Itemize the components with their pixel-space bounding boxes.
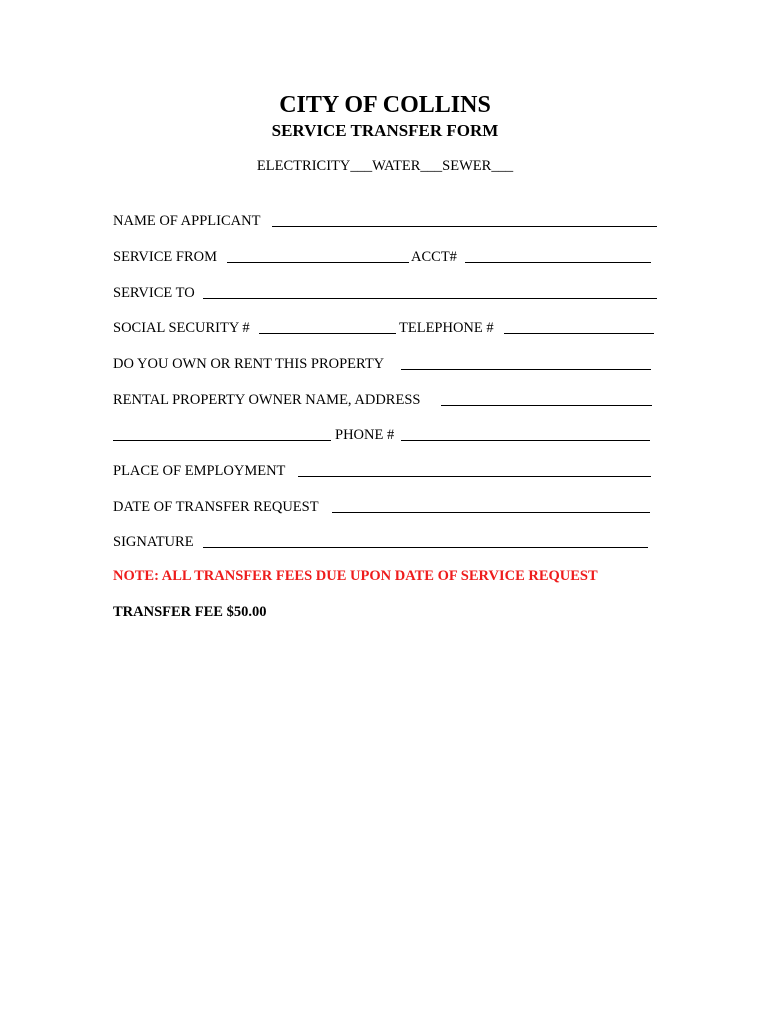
service-from-label: SERVICE FROM — [113, 249, 217, 265]
service-to-label: SERVICE TO — [113, 285, 195, 301]
acct-label: ACCT# — [411, 249, 457, 265]
social-security-label: SOCIAL SECURITY # — [113, 320, 250, 336]
date-of-transfer-field[interactable] — [332, 512, 650, 513]
form-title: CITY OF COLLINS — [279, 92, 491, 118]
signature-label: SIGNATURE — [113, 534, 194, 550]
place-of-employment-label: PLACE OF EMPLOYMENT — [113, 463, 286, 479]
telephone-label: TELEPHONE # — [399, 320, 494, 336]
service-from-field[interactable] — [227, 262, 409, 263]
rental-owner-label: RENTAL PROPERTY OWNER NAME, ADDRESS — [113, 392, 421, 408]
row-name-of-applicant — [113, 211, 658, 231]
row-social-security — [113, 318, 658, 338]
service-types-line: ELECTRICITY___WATER___SEWER___ — [256, 158, 514, 174]
date-of-transfer-label: DATE OF TRANSFER REQUEST — [113, 499, 319, 515]
social-security-field[interactable] — [259, 333, 396, 334]
row-place-of-employment — [113, 461, 658, 481]
service-to-field[interactable] — [203, 298, 657, 299]
row-owner-phone — [113, 425, 658, 445]
row-date-of-transfer — [113, 497, 658, 517]
row-rental-owner — [113, 390, 658, 410]
name-of-applicant-field[interactable] — [272, 226, 657, 227]
row-service-from — [113, 247, 658, 267]
owner-address-field[interactable] — [113, 440, 331, 441]
row-own-or-rent — [113, 354, 658, 374]
phone-label: PHONE # — [335, 427, 395, 443]
transfer-fee-note: NOTE: ALL TRANSFER FEES DUE UPON DATE OF SERVICE REQUEST — [113, 568, 598, 584]
name-of-applicant-label: NAME OF APPLICANT — [113, 213, 261, 229]
telephone-field[interactable] — [504, 333, 654, 334]
form-subtitle: SERVICE TRANSFER FORM — [271, 121, 499, 140]
row-signature — [113, 532, 658, 552]
rental-owner-field[interactable] — [441, 405, 652, 406]
acct-field[interactable] — [465, 262, 651, 263]
place-of-employment-field[interactable] — [298, 476, 651, 477]
own-or-rent-field[interactable] — [401, 369, 651, 370]
phone-field[interactable] — [401, 440, 650, 441]
own-or-rent-label: DO YOU OWN OR RENT THIS PROPERTY — [113, 356, 385, 372]
row-service-to — [113, 283, 658, 303]
transfer-fee-amount: TRANSFER FEE $50.00 — [113, 604, 267, 620]
signature-field[interactable] — [203, 547, 648, 548]
